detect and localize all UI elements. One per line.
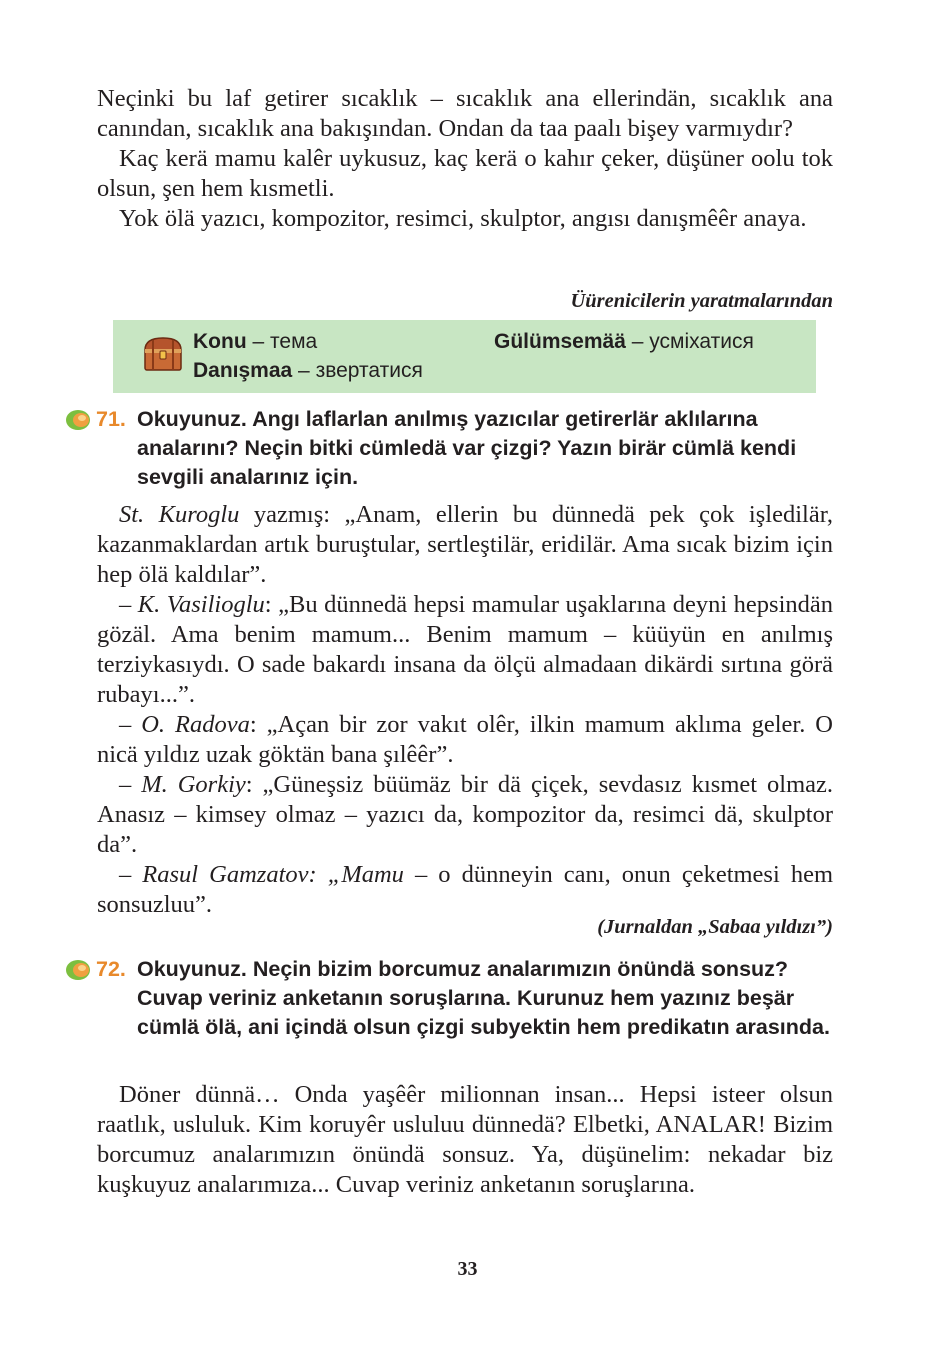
exercise-72-paragraph: Döner dünnä… Onda yaşêêr milionnan insan... Hepsi isteer olsun raatlık, usluluk. Kim koruyêr usluluu dünnedä? Elbetki, ANALAR! Bizim borcumuz analarımızın önündä sonsuz. Ya, düşünelim: nekadar biz kuşkuyuz analarımıza... Cuvap veriniz anketanın soruşlarına.	[97, 1081, 833, 1198]
treasure-chest-icon	[141, 334, 185, 374]
quote-gorkiy: – M. Gorkiy: „Güneşsiz büümäz bir dä çiçek, sevdasız kısmet olmaz. Anasız – kimsey olmaz – yazıcı da, kompozitor da, resimci dä, skulptor da”.	[97, 771, 834, 858]
vocab-term-danismaa: Danışmaa – звертатися	[193, 359, 423, 382]
intro-paragraph-1: Neçinki bu laf getirer sıcaklık – sıcaklık ana ellerindän, sıcaklık ana canından, sıcaklık ana bakışından. Ondan da taa paalı bişey varmıydır?	[97, 85, 833, 142]
intro-paragraph-2: Kaç kerä mamu kalêr uykusuz, kaç kerä o kahır çeker, düşüner oolu tok olsun, şen hem kısmetli.	[97, 145, 833, 202]
circle-bullet-icon	[65, 409, 92, 431]
quote-gamzatov: – Rasul Gamzatov: „Mamu – o dünneyin canı, onun çeketmesi hem sonsuzluu”.	[97, 861, 833, 918]
exercise-71-instruction: Okuyunuz. Angı laflarlan anılmış yazıcılar getirerlär aklılarına analarını? Neçin bitki cümledä var çizgi? Yazın birär cümlä kendi sevgili analarınız için.	[137, 407, 797, 489]
quote-vasilioglu: – K. Vasilioglu: „Bu dünnedä hepsi mamular uşaklarına deyni hepsindän gözäl. Ama benim mamum... Benim mamum – küüyün en anılmış terziykasıydı. O sade bakardı insana da ölçü almadaan dikärdi sırtına görä rubayı...”.	[97, 591, 834, 708]
circle-bullet-icon	[65, 959, 92, 981]
exercise-72	[65, 955, 835, 1042]
exercise-71-number: 71.	[96, 407, 126, 431]
intro-paragraph-3: Yok ölä yazıcı, kompozitor, resimci, skulptor, angısı danışmêêr anaya.	[119, 205, 807, 232]
quote-radova: – O. Radova: „Açan bir zor vakıt olêr, ilkin mamum aklıma geler. O nicä yıldız uzak göktän bana şılêêr”.	[97, 711, 833, 768]
exercise-72-text	[97, 1080, 833, 1200]
intro-text	[97, 84, 833, 234]
vocab-term-konu: Konu – тема	[193, 330, 318, 353]
exercise-71-quotes	[97, 500, 833, 920]
page-number: 33	[457, 1258, 478, 1280]
exercise-72-number: 72.	[96, 957, 126, 981]
exercise-71-source: (Jurnaldan „Sabaa yıldızı”)	[597, 916, 833, 938]
exercise-71	[65, 405, 835, 492]
vocabulary-box	[113, 320, 816, 393]
quote-kuroglu: St. Kuroglu yazmış: „Anam, ellerin bu dünnedä pek çok işledilär, kazanmaklardan artık buruştular, sertleştilär, eridilär. Ama sıcak bizim için hep ölä kaldılar”.	[97, 501, 833, 588]
exercise-72-instruction: Okuyunuz. Neçin bizim borcumuz analarımızın önündä sonsuz? Cuvap veriniz anketanın soruşlarına. Kurunuz hem yazınız beşär cümlä ölä, ani içindä olsun çizgi subyektin hem predikatın arasında.	[137, 957, 830, 1039]
intro-source: Üürenicilerin yaratmalarından	[570, 290, 833, 312]
vocab-term-gulumsemaa: Gülümsemää – усміхатися	[494, 330, 754, 353]
